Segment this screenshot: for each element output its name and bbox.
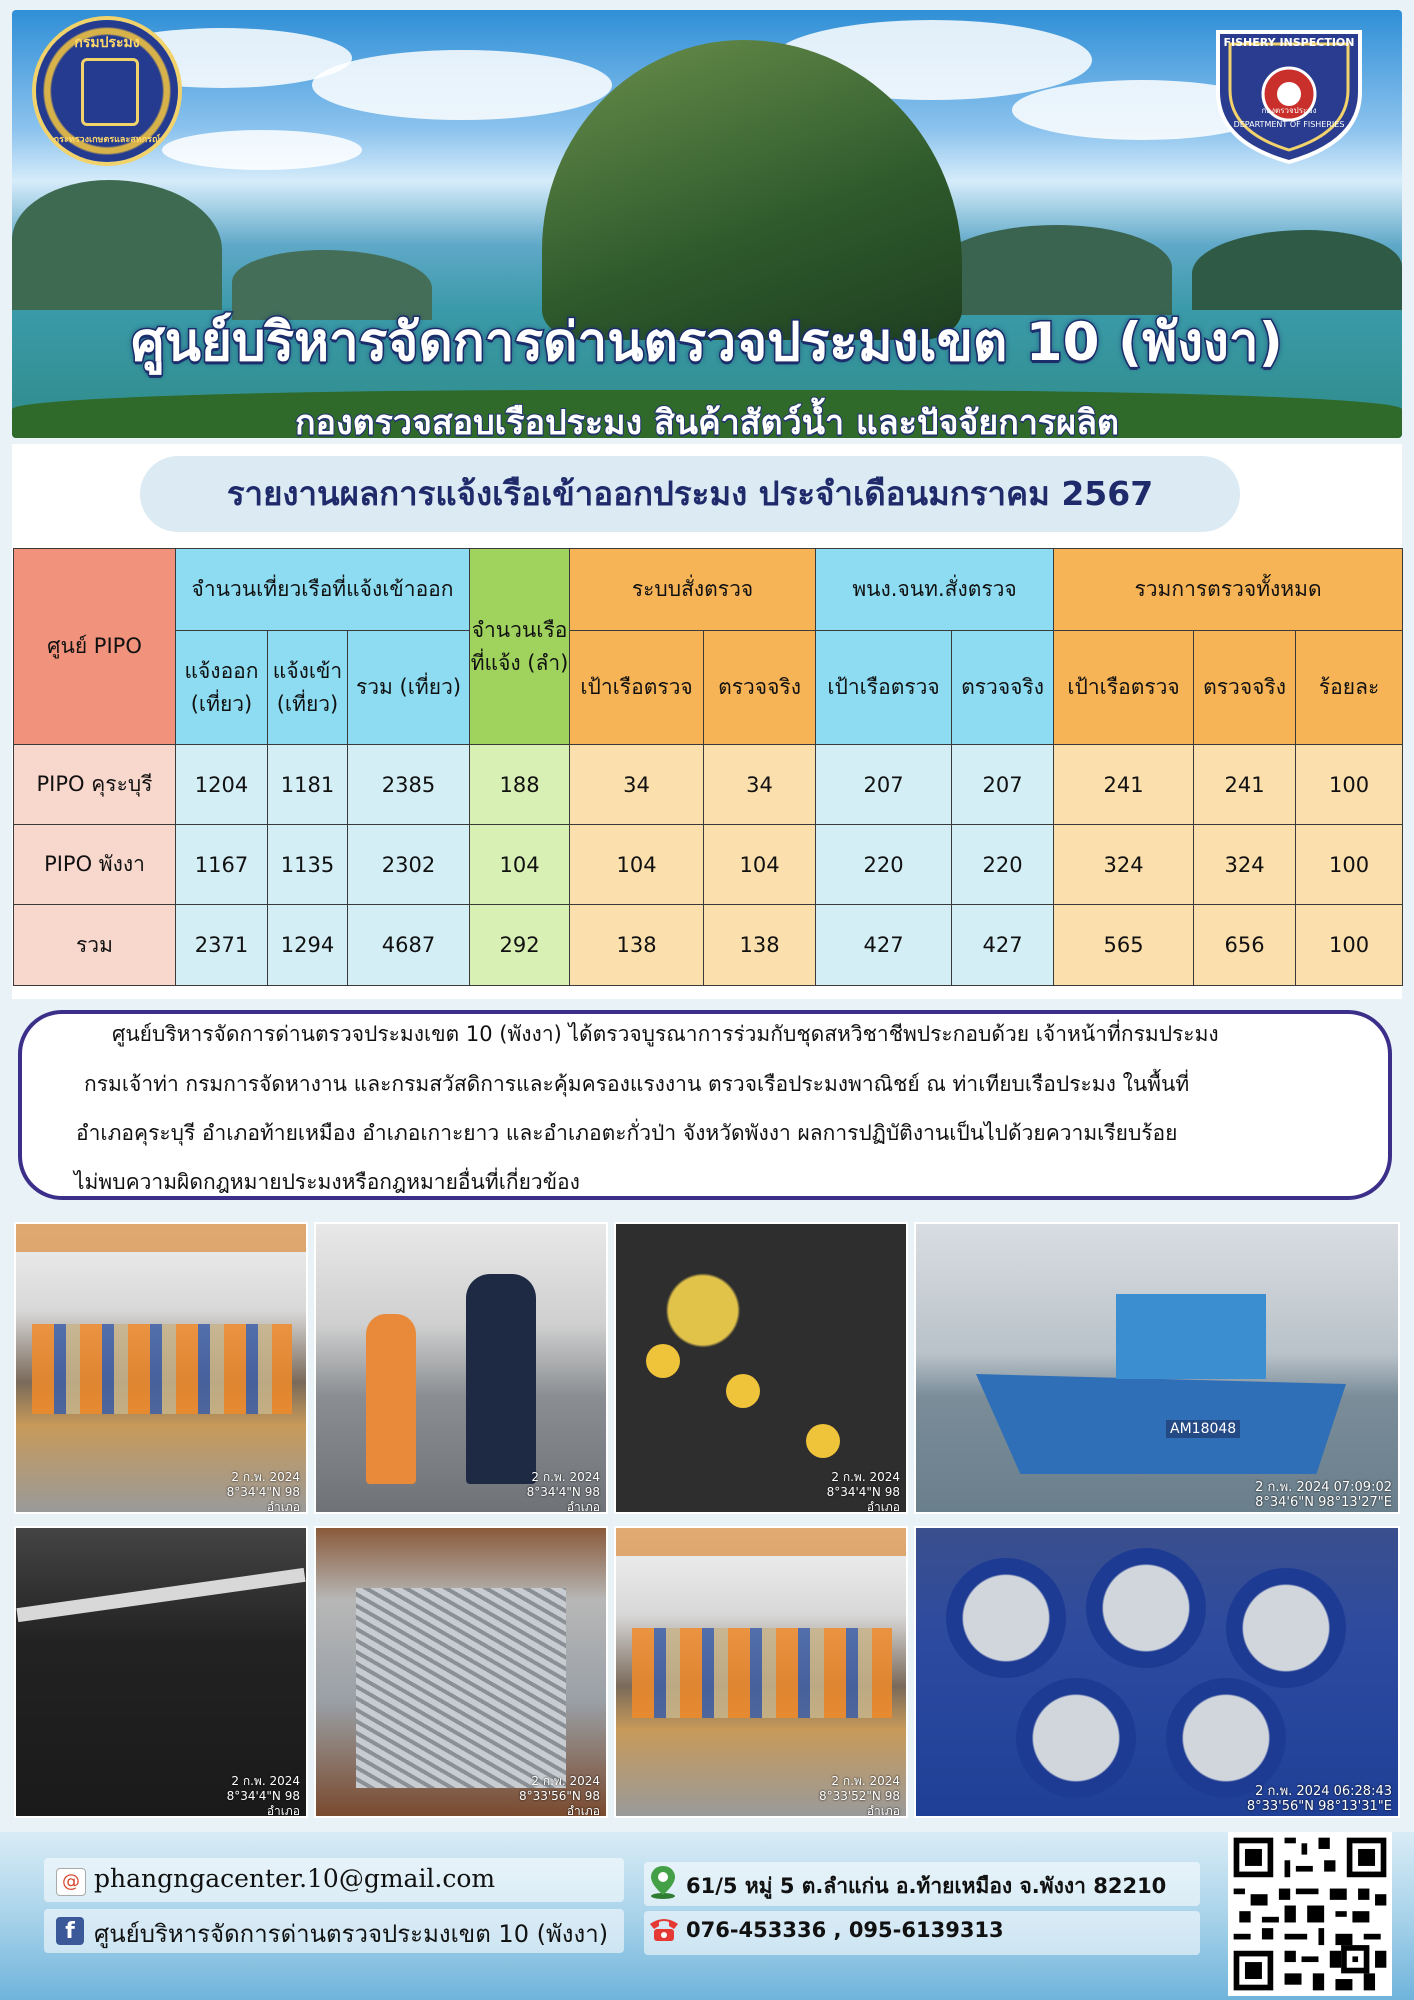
photo-stamp: 2 ก.พ. 2024 8°33'52"N 98 อำเภอ [818,1774,900,1818]
footer-phone[interactable]: 076-453336 , 095-6139313 [686,1918,1004,1942]
page-title: ศูนย์บริหารจัดการด่านตรวจประมงเขต 10 (พังงา) [131,312,1283,373]
row-percent: 100 [1296,825,1403,905]
row-percent: 100 [1296,745,1403,825]
row-sys-actual: 34 [704,745,816,825]
header-officer-group: พนง.จนท.สั่งตรวจ [816,549,1054,631]
badge-top-text: FISHERY INSPECTION [1223,36,1355,49]
row-off-target: 427 [816,905,952,986]
table-row [14,745,1403,825]
table-row [14,825,1403,905]
photo-stamp: 2 ก.พ. 2024 8°34'4"N 98 อำเภอ [826,1470,900,1514]
row-sum: 2385 [348,745,470,825]
photo-fishing-boat [914,1222,1400,1514]
header-system-group: ระบบสั่งตรวจ [570,549,816,631]
header-boats: จำนวนเรือที่แจ้ง (ลำ) [470,549,570,745]
row-sum: 2302 [348,825,470,905]
qr-code[interactable] [1228,1832,1392,1996]
photo-stamp: 2 ก.พ. 2024 06:28:43 8°33'56"N 98°13'31"E [1246,1784,1392,1814]
pipo-stats-table [13,548,1403,986]
row-tot-target: 565 [1054,905,1194,986]
header-total-target: เป้าเรือตรวจ [1054,631,1194,745]
photo-stamp: 2 ก.พ. 2024 07:09:02 8°34'6"N 98°13'27"E [1255,1480,1392,1510]
row-in: 1135 [268,825,348,905]
summary-line-4: ไม่พบความผิดกฎหมายประมงหรือกฎหมายอื่นที่เกี่ยวข้อง [74,1170,580,1194]
row-out: 1167 [176,825,268,905]
row-sum: 4687 [348,905,470,986]
header-in: แจ้งเข้า (เที่ยว) [268,631,348,745]
row-sys-target: 34 [570,745,704,825]
photo-stamp: 2 ก.พ. 2024 8°34'4"N 98 อำเภอ [226,1774,300,1818]
header-system-actual: ตรวจจริง [704,631,816,745]
seal-emblem-icon [81,58,139,126]
page-subtitle: กองตรวจสอบเรือประมง สินค้าสัตว์น้ำ และปัจจัยการผลิต [294,403,1120,443]
row-tot-target: 241 [1054,745,1194,825]
row-out: 1204 [176,745,268,825]
photo-stamp: 2 ก.พ. 2024 8°34'4"N 98 อำเภอ [526,1470,600,1514]
row-percent: 100 [1296,905,1403,986]
summary-line-1: ศูนย์บริหารจัดการด่านตรวจประมงเขต 10 (พังงา) ได้ตรวจบูรณาการร่วมกับชุดสหวิชาชีพประกอบด้วย เจ้าหน้าที่กรมประมง [112,1022,1219,1046]
row-sys-actual: 138 [704,905,816,986]
header-officer-actual: ตรวจจริง [952,631,1054,745]
header-officer-target: เป้าเรือตรวจ [816,631,952,745]
photo-stamp: 2 ก.พ. 2024 8°34'4"N 98 อำเภอ [226,1470,300,1514]
row-off-actual: 207 [952,745,1054,825]
photo-crew-lineup-1 [14,1222,308,1514]
photo-fish-hold [314,1526,608,1818]
table-row-total [14,905,1403,986]
header-total-group: รวมการตรวจทั้งหมด [1054,549,1403,631]
header-percent: ร้อยละ [1296,631,1403,745]
row-in: 1181 [268,745,348,825]
header-center: ศูนย์ PIPO [14,549,176,745]
row-off-target: 220 [816,825,952,905]
boat-registration: AM18048 [1166,1420,1240,1438]
summary-line-2: กรมเจ้าท่า กรมการจัดหางาน และกรมสวัสดิการและคุ้มครองแรงงาน ตรวจเรือประมงพาณิชย์ ณ ท่าเทียบเรือประมง ในพื้นที่ [84,1072,1190,1096]
row-center: รวม [14,905,176,986]
row-tot-target: 324 [1054,825,1194,905]
department-of-fisheries-seal [36,20,178,162]
badge-bottom-text: DEPARTMENT OF FISHERIES [1233,120,1345,129]
row-tot-actual: 656 [1194,905,1296,986]
row-sys-target: 104 [570,825,704,905]
photo-net-deck [14,1526,308,1818]
header-sum: รวม (เที่ยว) [348,631,470,745]
phone-icon [646,1914,682,1944]
header-out: แจ้งออก (เที่ยว) [176,631,268,745]
footer-address: 61/5 หมู่ 5 ต.ลำแก่น อ.ท้ายเหมือง จ.พังงา 82210 [686,1874,1167,1898]
facebook-icon: f [56,1917,84,1945]
row-tot-actual: 241 [1194,745,1296,825]
badge-middle-text: กองตรวจประมง [1261,106,1317,115]
photo-crew-lineup-2 [614,1526,908,1818]
row-sys-actual: 104 [704,825,816,905]
photo-officer-checking [314,1222,608,1514]
seal-bottom-text: กระทรวงเกษตรและสหกรณ์ [53,135,161,145]
row-boats: 188 [470,745,570,825]
report-title: รายงานผลการแจ้งเรือเข้าออกประมง ประจำเดือนมกราคม 2567 [140,456,1240,532]
photo-fishing-net-floats [614,1222,908,1514]
row-boats: 104 [470,825,570,905]
row-in: 1294 [268,905,348,986]
summary-line-3: อำเภอคุระบุรี อำเภอท้ายเหมือง อำเภอเกาะยาว และอำเภอตะกั่วป่า จังหวัดพังงา ผลการปฏิบัติงานเป็นไปด้วยความเรียบร้อย [76,1121,1178,1145]
footer-facebook[interactable]: ศูนย์บริหารจัดการด่านตรวจประมงเขต 10 (พังงา) [94,1920,609,1948]
photo-stamp: 2 ก.พ. 2024 8°33'56"N 98 อำเภอ [518,1774,600,1818]
row-off-actual: 220 [952,825,1054,905]
photo-fish-buckets [914,1526,1400,1818]
row-sys-target: 138 [570,905,704,986]
email-icon: @ [56,1868,86,1896]
row-center: PIPO คุระบุรี [14,745,176,825]
row-center: PIPO พังงา [14,825,176,905]
row-out: 2371 [176,905,268,986]
header-system-target: เป้าเรือตรวจ [570,631,704,745]
row-boats: 292 [470,905,570,986]
row-off-target: 207 [816,745,952,825]
row-off-actual: 427 [952,905,1054,986]
seal-top-text: กรมประมง [74,35,140,51]
header-trips-group: จำนวนเที่ยวเรือที่แจ้งเข้าออก [176,549,470,631]
footer-email[interactable]: phangngacenter.10@gmail.com [94,1864,496,1893]
row-tot-actual: 324 [1194,825,1296,905]
header-total-actual: ตรวจจริง [1194,631,1296,745]
location-pin-icon [648,1864,678,1900]
